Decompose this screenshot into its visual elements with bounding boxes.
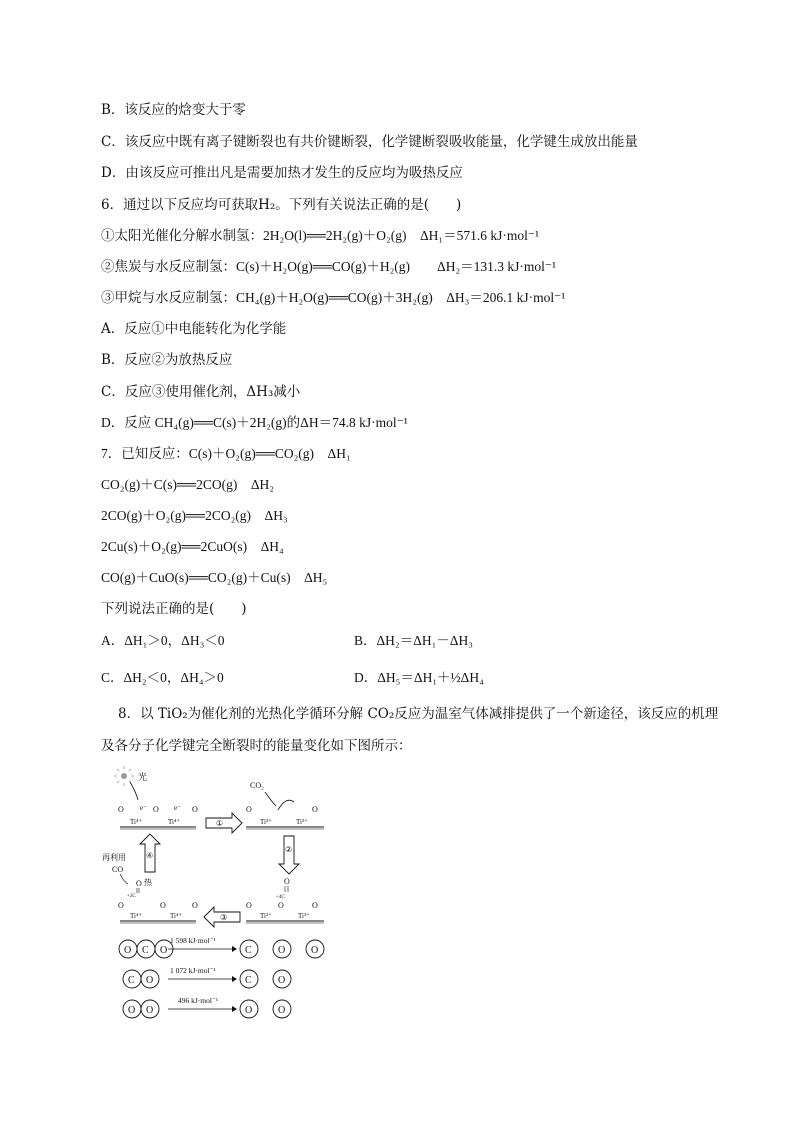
electron-label: e⁻ (140, 804, 147, 812)
q7-stem: 7．已知反应：C(s)＋O₂(g)══CO₂(g) ΔH₁ (101, 446, 351, 461)
q6-option-d: D．反应 CH₄(g)══C(s)＋2H₂(g)的ΔH＝74.8 kJ·mol⁻¹ (101, 415, 408, 430)
q5-option-c: C．该反应中既有离子键断裂也有共价键断裂，化学键断裂吸收能量，化学键生成放出能量 (101, 134, 638, 150)
step-2-label: ② (285, 845, 293, 854)
ti4-label: Ti⁴⁺ (168, 818, 181, 826)
oxygen-atom: O (246, 805, 252, 814)
q7-option-c: C．ΔH₂＜0，ΔH₄＞0 (101, 670, 224, 685)
q7-option-b: B．ΔH₂＝ΔH₁－ΔH₃ (354, 633, 473, 648)
ti4-label: Ti⁴⁺ (130, 912, 143, 920)
step-4-label: ④ (146, 851, 154, 860)
oxygen-atom: O (278, 901, 284, 910)
energy-label-o2: 496 kJ·mol⁻¹ (178, 996, 219, 1005)
q7-equation-3: 2CO(g)＋O₂(g)══2CO₂(g) ΔH₃ (101, 508, 288, 523)
atom-o: O (160, 945, 168, 956)
atom-o: O (128, 1005, 136, 1016)
atom-c: C (128, 975, 135, 986)
ti3-label: Ti³⁺ (260, 818, 272, 826)
q7-equation-4: 2Cu(s)＋O₂(g)══2CuO(s) ΔH₄ (101, 539, 284, 554)
q7-question: 下列说法正确的是( ) (101, 601, 247, 617)
q7-equation-5: CO(g)＋CuO(s)══CO₂(g)＋Cu(s) ΔH₅ (101, 570, 328, 585)
oxygen-atom: O (192, 805, 198, 814)
q8-line-1: 8．以 TiO₂为催化剂的光热化学循环分解 CO₂反应为温室气体减排提供了一个新途径，该反应的机理 (118, 706, 719, 722)
step-1-arrow (206, 813, 242, 833)
atom-o: O (278, 975, 286, 986)
reuse-label: 再利用 (102, 853, 126, 862)
oxygen-atom: O (153, 805, 159, 814)
q6-option-b: B．反应②为放热反应 (101, 352, 233, 368)
q5-option-b: B．该反应的焓变大于零 (101, 102, 246, 118)
oxygen-atom: O (192, 901, 198, 910)
c4-label: +4C (276, 895, 285, 900)
ti3-label: Ti³⁺ (260, 912, 272, 920)
atom-c: C (245, 975, 252, 986)
co-label: CO (112, 865, 124, 874)
atom-o: O (124, 945, 132, 956)
oxygen-atom: O (312, 901, 318, 910)
panel-co2-adsorption (246, 781, 324, 829)
energy-label-co: 1 072 kJ·mol⁻¹ (170, 966, 216, 975)
atom-o: O (278, 1005, 286, 1016)
q6-reaction-1: ①太阳光催化分解水制氢：2H₂O(l)══2H₂(g)＋O₂(g) ΔH₁＝571.6 kJ·mol⁻¹ (101, 228, 540, 243)
heat-label: 热 (144, 878, 152, 887)
oxygen-atom: O (160, 901, 166, 910)
step-3-arrow (204, 907, 240, 927)
energy-label-co2: 1 598 kJ·mol⁻¹ (170, 936, 216, 945)
oxygen-atom: O (284, 877, 290, 886)
electron-label: e⁻ (174, 804, 181, 812)
bond-energy-co2 (119, 936, 324, 958)
co2-label: CO₂ (250, 781, 264, 790)
mechanism-figure (100, 766, 340, 1028)
sun-icon (121, 773, 127, 779)
q7-equation-2: CO₂(g)＋C(s)══2CO(g) ΔH₂ (101, 477, 274, 492)
q6-option-a: A．反应①中电能转化为化学能 (101, 321, 287, 337)
c2-label: +2C (127, 894, 136, 899)
panel-light-excitation (114, 766, 198, 829)
light-label: 光 (138, 772, 148, 782)
q6-stem: 6．通过以下反应均可获取H₂。下列有关说法正确的是( ) (101, 197, 462, 213)
step-3-label: ③ (220, 913, 228, 922)
ti3-label: Ti³⁺ (298, 912, 310, 920)
step-2-arrow (279, 836, 299, 874)
atom-o: O (278, 945, 286, 956)
atom-o: O (146, 1005, 154, 1016)
q6-option-c: C．反应③使用催化剂，ΔH₃减小 (101, 384, 301, 400)
q7-option-d: D．ΔH₅＝ΔH₁＋½ΔH₄ (354, 670, 484, 685)
q6-reaction-2: ②焦炭与水反应制氢：C(s)＋H₂O(g)══CO(g)＋H₂(g) ΔH₂＝131.3 kJ·mol⁻¹ (101, 259, 557, 274)
oxygen-atom: O (118, 901, 124, 910)
ti4-label: Ti⁴⁺ (170, 912, 183, 920)
atom-o: O (311, 945, 319, 956)
q5-option-d: D．由该反应可推出凡是需要加热才发生的反应均为吸热反应 (101, 165, 463, 181)
atom-c: C (245, 945, 252, 956)
oxygen-atom: O (246, 901, 252, 910)
ti3-label: Ti³⁺ (296, 818, 308, 826)
atom-o: O (245, 1005, 253, 1016)
q6-reaction-3: ③甲烷与水反应制氢：CH₄(g)＋H₂O(g)══CO(g)＋3H₂(g) ΔH₃＝206.1 kJ·mol⁻¹ (101, 290, 566, 305)
q8-line-2: 及各分子化学键完全断裂时的能量变化如下图所示： (101, 738, 412, 754)
oxygen-atom: O (136, 879, 142, 888)
atom-c: C (142, 945, 149, 956)
bond-energy-co (123, 966, 291, 988)
bond-energy-o2 (123, 996, 291, 1018)
oxygen-atom: O (118, 805, 124, 814)
step-1-label: ① (216, 819, 224, 828)
oxygen-atom: O (312, 805, 318, 814)
panel-co2-activation (246, 877, 324, 923)
q7-option-a: A．ΔH₁＞0，ΔH₃＜0 (101, 633, 225, 648)
ti4-label: Ti⁴⁺ (130, 818, 143, 826)
step-4-arrow (140, 834, 160, 872)
atom-o: O (146, 975, 154, 986)
panel-co-release (102, 852, 198, 923)
